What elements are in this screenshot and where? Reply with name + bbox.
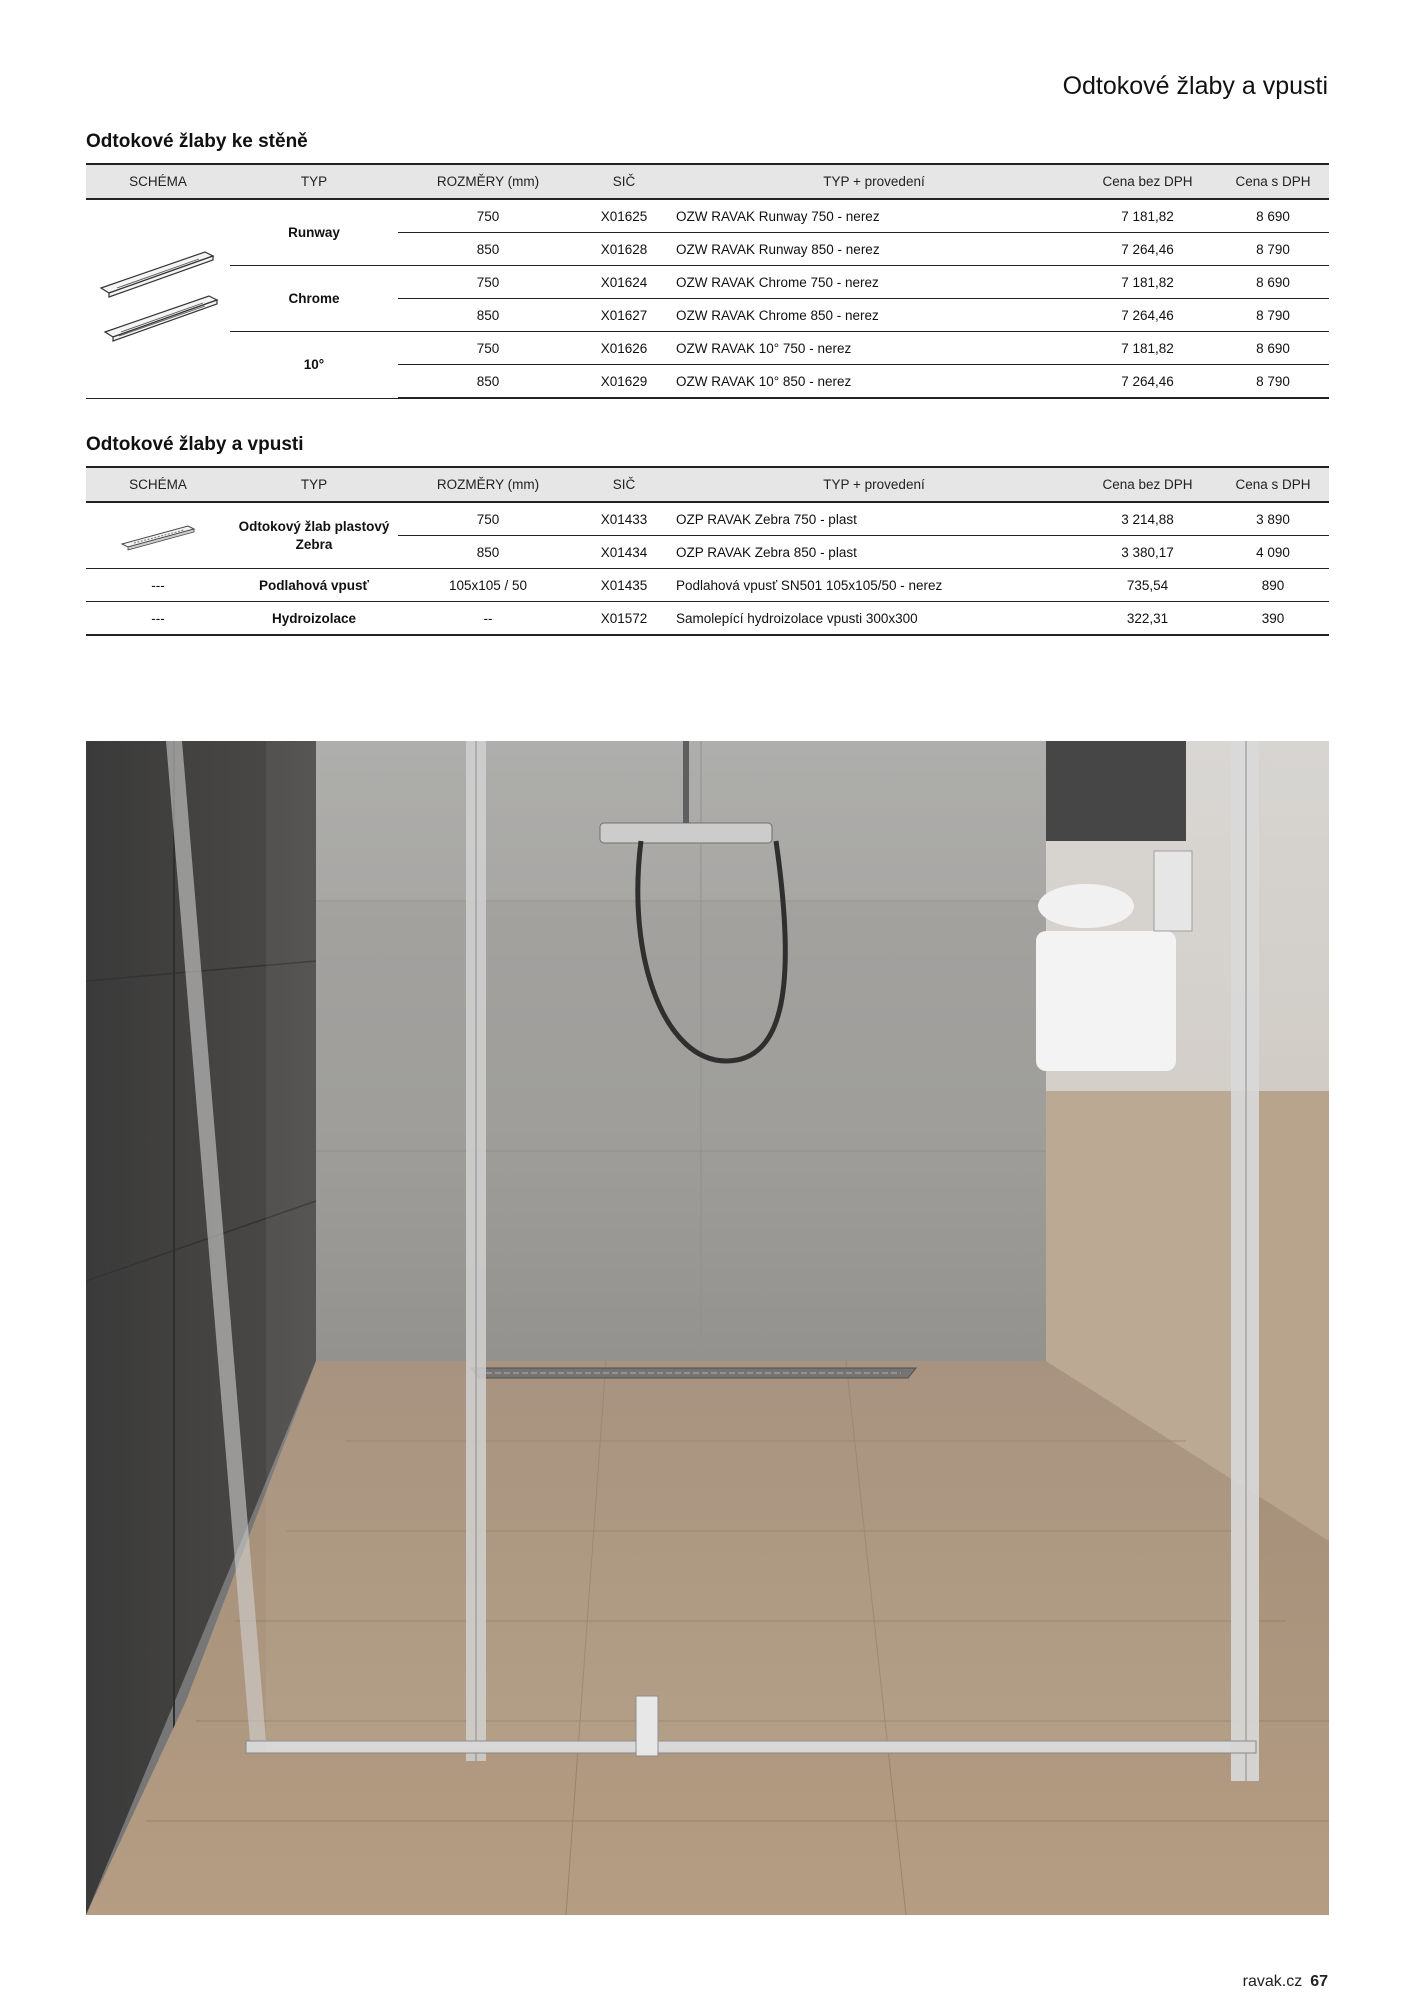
sic-cell: X01572 bbox=[578, 602, 670, 636]
schema-cell: --- bbox=[86, 602, 230, 636]
cena-s-dph-cell: 8 690 bbox=[1217, 266, 1329, 299]
rozmery-cell: 850 bbox=[398, 299, 578, 332]
section-title-drains-and-gullies: Odtokové žlaby a vpusti bbox=[86, 434, 304, 455]
col-header-provedeni: TYP + provedení bbox=[670, 467, 1078, 502]
table-row bbox=[86, 332, 1329, 365]
cena-bez-dph-cell: 3 380,17 bbox=[1078, 536, 1217, 569]
table-row bbox=[86, 199, 1329, 233]
table-row bbox=[86, 602, 1329, 636]
cena-s-dph-cell: 8 690 bbox=[1217, 332, 1329, 365]
cena-bez-dph-cell: 3 214,88 bbox=[1078, 502, 1217, 536]
drains-gullies-table bbox=[86, 466, 1329, 636]
provedeni-cell: OZW RAVAK 10° 750 - nerez bbox=[670, 332, 1078, 365]
rozmery-cell: 750 bbox=[398, 502, 578, 536]
shower-enclosure-photo bbox=[86, 741, 1329, 1915]
zebra-drain-schema-icon bbox=[118, 516, 198, 556]
table-header bbox=[86, 164, 1329, 199]
sic-cell: X01434 bbox=[578, 536, 670, 569]
typ-cell: Odtokový žlab plastový Zebra bbox=[230, 502, 398, 569]
typ-cell: Podlahová vpusť bbox=[230, 569, 398, 602]
rozmery-cell: 105x105 / 50 bbox=[398, 569, 578, 602]
typ-cell: Chrome bbox=[230, 266, 398, 332]
cena-bez-dph-cell: 7 264,46 bbox=[1078, 233, 1217, 266]
table-row bbox=[86, 502, 1329, 536]
typ-cell: 10° bbox=[230, 332, 398, 399]
rozmery-cell: -- bbox=[398, 602, 578, 636]
page-footer bbox=[1243, 1973, 1328, 1991]
col-header-typ: TYP bbox=[230, 467, 398, 502]
cena-s-dph-cell: 890 bbox=[1217, 569, 1329, 602]
col-header-cena-bez-dph: Cena bez DPH bbox=[1078, 164, 1217, 199]
sic-cell: X01435 bbox=[578, 569, 670, 602]
typ-cell: Hydroizolace bbox=[230, 602, 398, 636]
page-number: 67 bbox=[1310, 1973, 1328, 1990]
rozmery-cell: 750 bbox=[398, 266, 578, 299]
provedeni-cell: Podlahová vpusť SN501 105x105/50 - nerez bbox=[670, 569, 1078, 602]
rozmery-cell: 750 bbox=[398, 199, 578, 233]
sic-cell: X01627 bbox=[578, 299, 670, 332]
sic-cell: X01433 bbox=[578, 502, 670, 536]
provedeni-cell: OZW RAVAK 10° 850 - nerez bbox=[670, 365, 1078, 399]
col-header-cena-s-dph: Cena s DPH bbox=[1217, 467, 1329, 502]
col-header-schema: SCHÉMA bbox=[86, 164, 230, 199]
wall-drains-table bbox=[86, 163, 1329, 399]
col-header-provedeni: TYP + provedení bbox=[670, 164, 1078, 199]
cena-bez-dph-cell: 7 264,46 bbox=[1078, 365, 1217, 399]
cena-s-dph-cell: 4 090 bbox=[1217, 536, 1329, 569]
sic-cell: X01629 bbox=[578, 365, 670, 399]
cena-s-dph-cell: 8 690 bbox=[1217, 199, 1329, 233]
table-row bbox=[86, 569, 1329, 602]
shower-scene-illustration bbox=[86, 741, 1329, 1915]
table-row bbox=[86, 266, 1329, 299]
col-header-sic: SIČ bbox=[578, 467, 670, 502]
col-header-typ: TYP bbox=[230, 164, 398, 199]
schema-cell bbox=[86, 199, 230, 398]
section-title-wall-drains: Odtokové žlaby ke stěně bbox=[86, 131, 308, 152]
table-header bbox=[86, 467, 1329, 502]
cena-s-dph-cell: 8 790 bbox=[1217, 365, 1329, 399]
sic-cell: X01626 bbox=[578, 332, 670, 365]
col-header-cena-s-dph: Cena s DPH bbox=[1217, 164, 1329, 199]
provedeni-cell: Samolepící hydroizolace vpusti 300x300 bbox=[670, 602, 1078, 636]
schema-cell: --- bbox=[86, 569, 230, 602]
cena-bez-dph-cell: 322,31 bbox=[1078, 602, 1217, 636]
cena-bez-dph-cell: 7 181,82 bbox=[1078, 199, 1217, 233]
sic-cell: X01624 bbox=[578, 266, 670, 299]
col-header-rozmery: ROZMĚRY (mm) bbox=[398, 164, 578, 199]
provedeni-cell: OZW RAVAK Runway 750 - nerez bbox=[670, 199, 1078, 233]
cena-bez-dph-cell: 7 181,82 bbox=[1078, 332, 1217, 365]
sic-cell: X01628 bbox=[578, 233, 670, 266]
provedeni-cell: OZP RAVAK Zebra 750 - plast bbox=[670, 502, 1078, 536]
cena-bez-dph-cell: 7 264,46 bbox=[1078, 299, 1217, 332]
col-header-cena-bez-dph: Cena bez DPH bbox=[1078, 467, 1217, 502]
rozmery-cell: 750 bbox=[398, 332, 578, 365]
provedeni-cell: OZW RAVAK Runway 850 - nerez bbox=[670, 233, 1078, 266]
sic-cell: X01625 bbox=[578, 199, 670, 233]
footer-site: ravak.cz bbox=[1242, 1973, 1303, 1990]
cena-s-dph-cell: 8 790 bbox=[1217, 299, 1329, 332]
rozmery-cell: 850 bbox=[398, 536, 578, 569]
cena-bez-dph-cell: 735,54 bbox=[1078, 569, 1217, 602]
page-title: Odtokové žlaby a vpusti bbox=[1062, 72, 1328, 100]
wall-drain-schema-icon bbox=[95, 244, 221, 354]
col-header-rozmery: ROZMĚRY (mm) bbox=[398, 467, 578, 502]
rozmery-cell: 850 bbox=[398, 365, 578, 399]
typ-cell: Runway bbox=[230, 199, 398, 266]
provedeni-cell: OZP RAVAK Zebra 850 - plast bbox=[670, 536, 1078, 569]
col-header-sic: SIČ bbox=[578, 164, 670, 199]
cena-s-dph-cell: 8 790 bbox=[1217, 233, 1329, 266]
provedeni-cell: OZW RAVAK Chrome 750 - nerez bbox=[670, 266, 1078, 299]
cena-s-dph-cell: 390 bbox=[1217, 602, 1329, 636]
schema-cell bbox=[86, 502, 230, 569]
cena-bez-dph-cell: 7 181,82 bbox=[1078, 266, 1217, 299]
col-header-schema: SCHÉMA bbox=[86, 467, 230, 502]
provedeni-cell: OZW RAVAK Chrome 850 - nerez bbox=[670, 299, 1078, 332]
rozmery-cell: 850 bbox=[398, 233, 578, 266]
cena-s-dph-cell: 3 890 bbox=[1217, 502, 1329, 536]
